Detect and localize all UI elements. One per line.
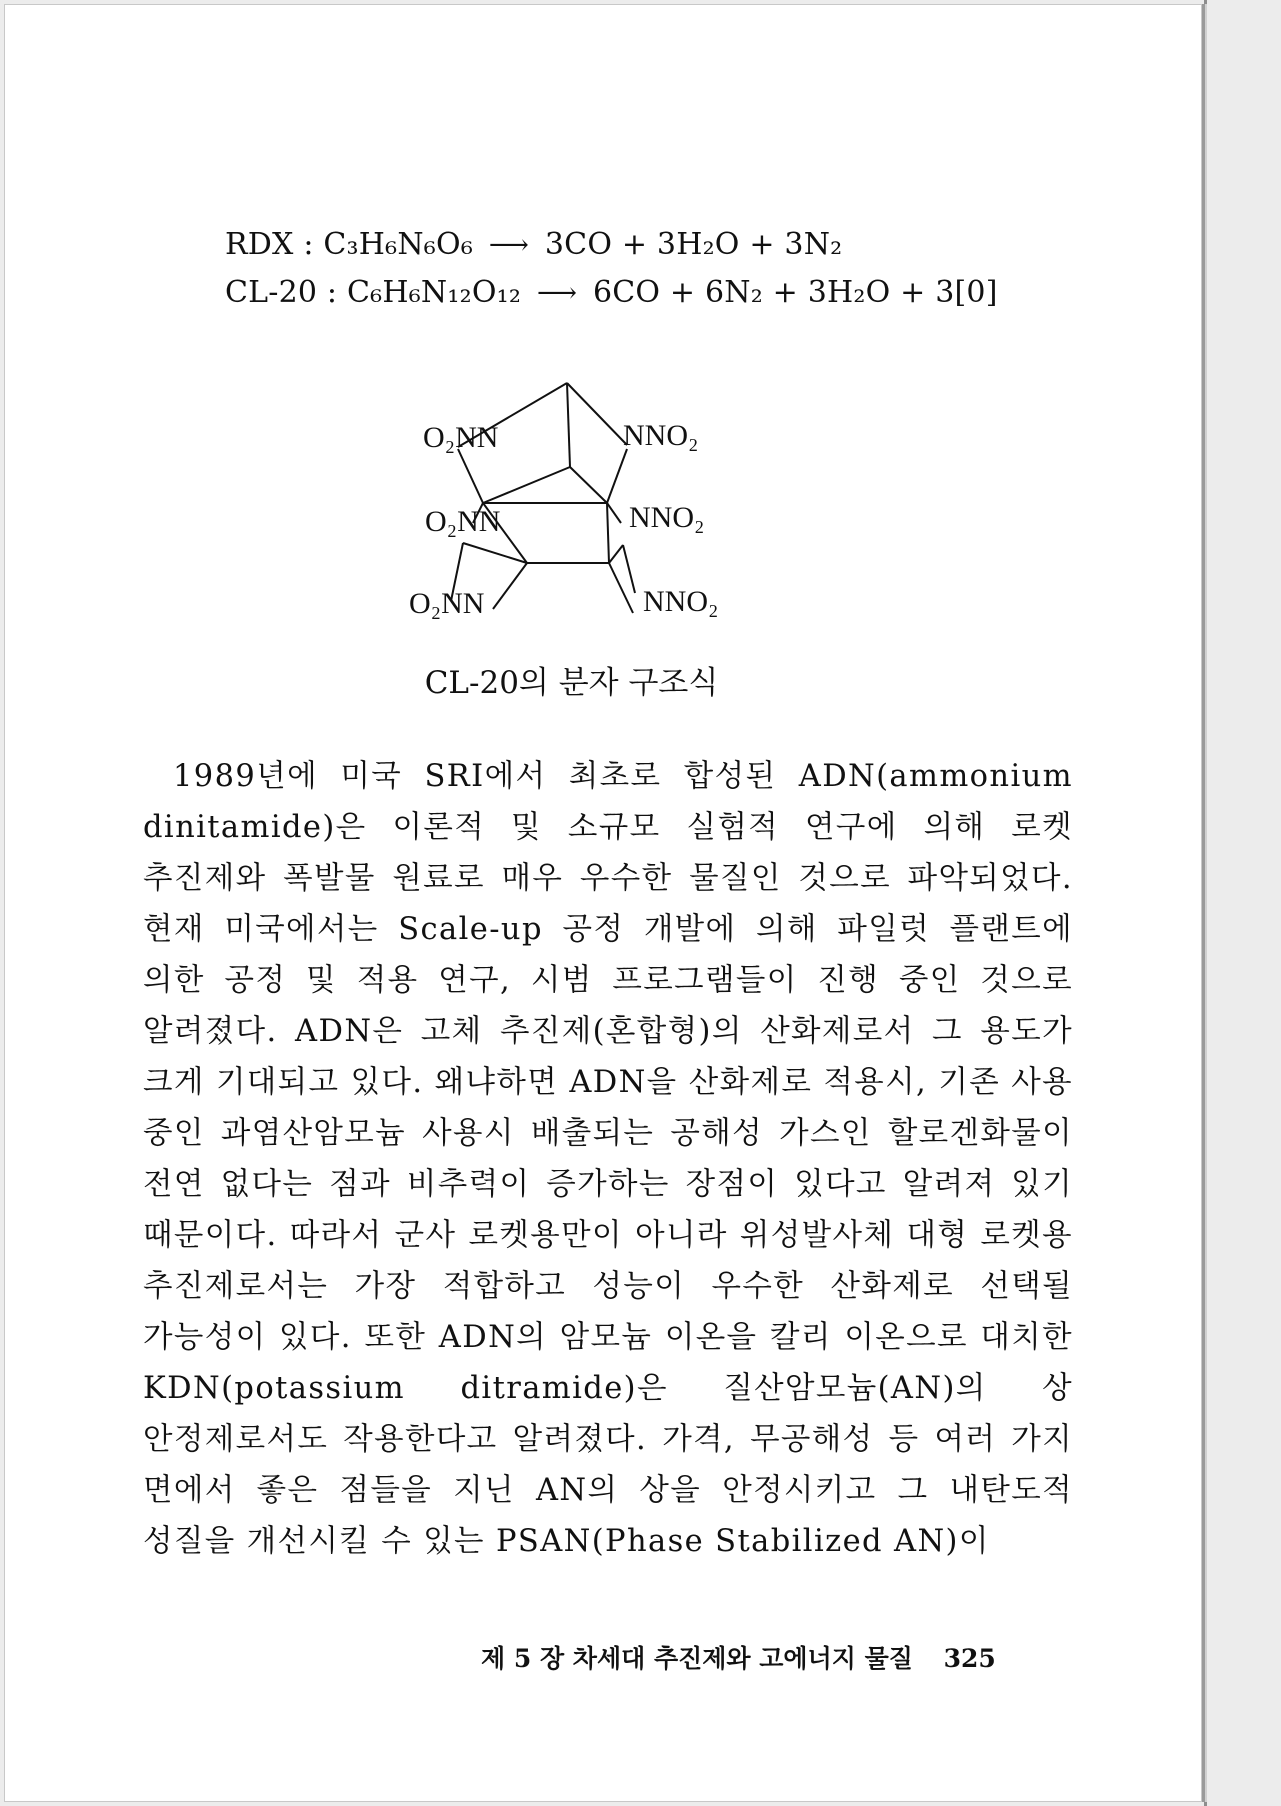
figure-caption: CL-20의 분자 구조식 bbox=[424, 665, 719, 701]
paragraph-text: 1989년에 미국 SRI에서 최초로 합성된 ADN(ammonium dinitamide)은 이론적 및 소규모 실험적 연구에 의해 로켓 추진제와 폭발물 원료로 매우 우수한 물질인 것으로 파악되었다. 현재 미국에서는 Scale-up 공정 개발에 의해 파일럿 플랜트에 의한 공정 및 적용 연구, 시범 프로그램들이 진행 중인 것으로 알려졌다. ADN은 고체 추진제(혼합형)의 산화제로서 그 용도가 크게 기대되고 있다. 왜냐하면 ADN을 산화제로 적용시, 기존 사용 중인 과염산암모늄 사용시 배출되는 공해성 가스인 할로겐화물이 전연 없다는 점과 비추력이 증가하는 장점이 있다고 알려져 있기 때문이다. 따라서 군사 로켓용만이 아니라 위성발사체 대형 로켓용 추진제로서는 가장 적합하고 성능이 우수한 산화제로 선택될 가능성이 있다. 또한 ADN의 암모늄 이온을 칼리 이온으로 대치한 KDN(potassium ditramide)은 질산암모늄(AN)의 상 안정제로서도 작용한다고 알려졌다. 가격, 무공해성 등 여러 가지 면에서 좋은 점들을 지닌 AN의 상을 안정시키고 그 내탄도적 성질을 개선시킬 수 있는 PSAN(Phase Stabilized AN)이 bbox=[143, 759, 1073, 1559]
equation-rdx-products: 3CO + 3H₂O + 3N₂ bbox=[544, 227, 843, 262]
group-left-mid: O₂NN bbox=[425, 505, 501, 538]
page-footer bbox=[481, 1639, 996, 1675]
bond-line bbox=[607, 449, 627, 503]
bond-line bbox=[567, 383, 570, 467]
bond-line bbox=[483, 467, 570, 503]
page-number: 325 bbox=[943, 1644, 996, 1673]
body-paragraph bbox=[143, 751, 1073, 1567]
bond-line bbox=[607, 503, 621, 523]
bond-line bbox=[567, 383, 627, 445]
group-right-bot: NNO₂ bbox=[643, 585, 719, 618]
group-right-top: NNO₂ bbox=[623, 419, 699, 452]
equation-cl20-reactant: CL-20 : C₆H₆N₁₂O₁₂ bbox=[225, 275, 522, 310]
bond-line bbox=[609, 545, 623, 563]
reaction-equations bbox=[225, 227, 998, 323]
equation-rdx-reactant: RDX : C₃H₆N₆O₆ bbox=[225, 227, 474, 262]
cl20-structure-diagram bbox=[395, 365, 755, 635]
group-right-mid: NNO₂ bbox=[629, 501, 705, 534]
bond-line bbox=[463, 543, 527, 563]
equation-rdx bbox=[225, 227, 998, 275]
running-chapter-title: 제 5 장 차세대 추진제와 고에너지 물질 bbox=[481, 1644, 913, 1673]
equation-cl20 bbox=[225, 275, 998, 323]
bond-line bbox=[493, 563, 527, 609]
reaction-arrow-icon: ⟶ bbox=[536, 276, 578, 309]
structure-bonds bbox=[451, 383, 635, 613]
bond-line bbox=[623, 545, 635, 593]
bond-line bbox=[570, 467, 607, 503]
page-gutter bbox=[1204, 0, 1207, 1806]
reaction-arrow-icon: ⟶ bbox=[488, 228, 530, 261]
bond-line bbox=[458, 449, 483, 503]
equation-cl20-products: 6CO + 6N₂ + 3H₂O + 3[0] bbox=[592, 275, 998, 310]
group-left-top: O₂NN bbox=[423, 421, 499, 454]
group-left-bot: O₂NN bbox=[409, 587, 485, 620]
bond-line bbox=[607, 503, 609, 563]
document-page bbox=[4, 4, 1202, 1802]
